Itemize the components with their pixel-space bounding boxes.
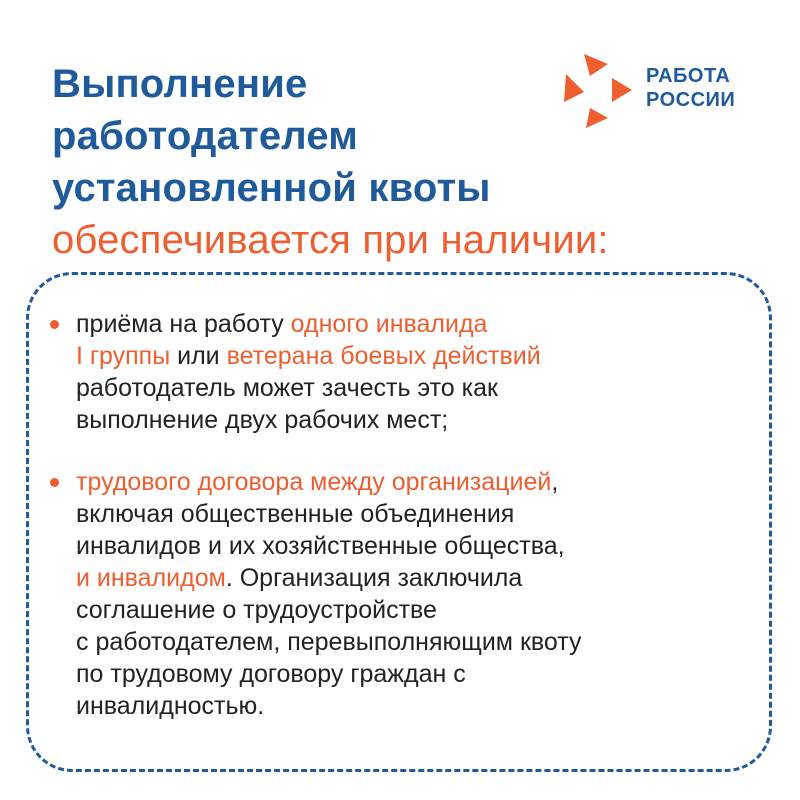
item-line [76, 562, 746, 594]
highlight-span: одного инвалида [290, 310, 488, 338]
text-span: . Организация заключила [225, 564, 523, 592]
item-line: соглашение о трудоустройстве [76, 596, 437, 624]
highlight-span: и инвалидом [76, 564, 226, 592]
logo-mark-icon [560, 50, 640, 130]
item-line: инвалидов и их хозяйственные общества, [76, 532, 565, 560]
item-line: по трудовому договору граждан с [76, 660, 466, 688]
item-line [76, 308, 746, 340]
rabota-rossii-logo [560, 50, 760, 130]
item-line [76, 466, 746, 498]
item-line: инвалидностью. [76, 692, 265, 720]
item-line: включая общественные объединения [76, 500, 515, 528]
heading-accent-line: обеспечивается при наличии: [52, 218, 609, 262]
item-line: работодатель может зачесть это как [76, 374, 498, 402]
text-span: или [170, 342, 227, 370]
page-heading [52, 58, 612, 266]
text-span: , [551, 468, 559, 496]
text-span: приёма на работу [76, 310, 291, 338]
bullet-icon [50, 478, 59, 487]
list-item [46, 466, 746, 722]
logo-text [646, 64, 735, 112]
item-line: с работодателем, перевыполняющим квоту [76, 628, 582, 656]
logo-line: РАБОТА [646, 65, 731, 87]
item-line [76, 340, 746, 372]
list-item [46, 308, 746, 436]
heading-line: работодателем [52, 114, 359, 158]
highlight-span: ветерана боевых действий [226, 342, 541, 370]
heading-line: установленной квоты [52, 166, 491, 210]
heading-line: Выполнение [52, 62, 308, 106]
conditions-list [46, 308, 746, 752]
bullet-icon [50, 320, 59, 329]
highlight-span: I группы [76, 342, 171, 370]
highlight-span: трудового договора между организацией [76, 468, 552, 496]
logo-line: РОССИИ [646, 89, 736, 111]
item-line: выполнение двух рабочих мест; [76, 406, 449, 434]
